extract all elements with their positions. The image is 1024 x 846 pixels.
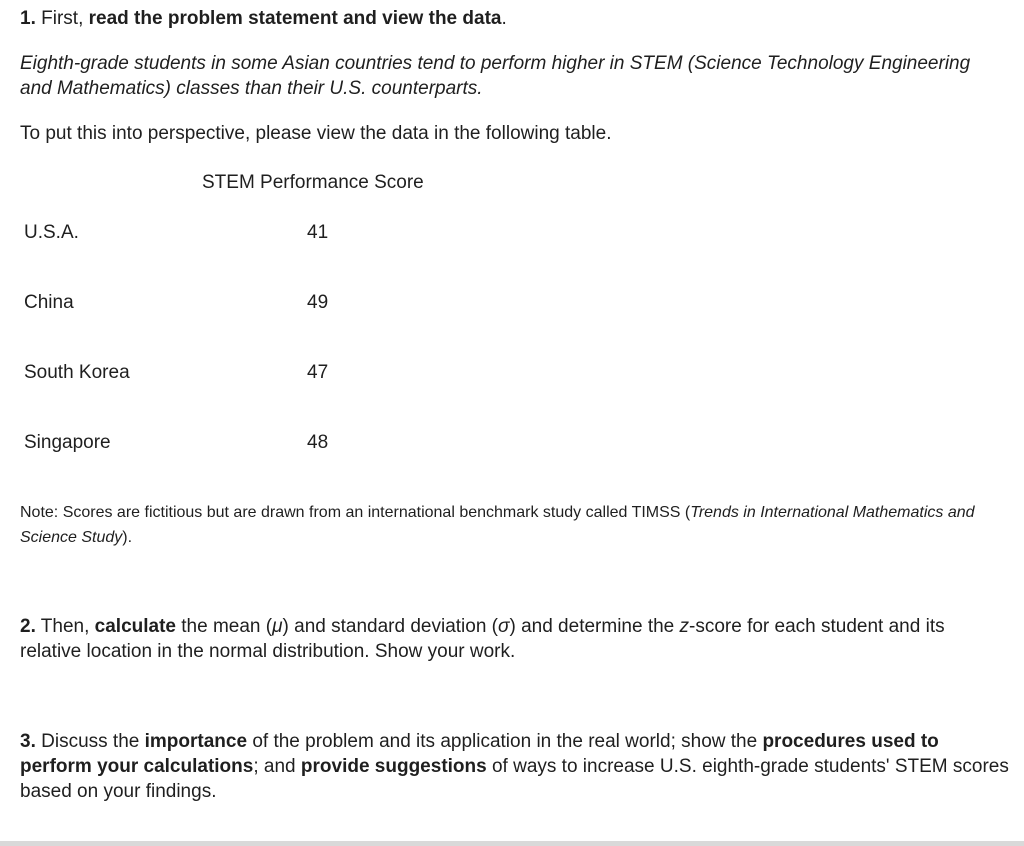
note-italic: Trends in International Mathematics and Science Study	[20, 504, 975, 546]
step-1-number: 1.	[20, 8, 36, 29]
z-symbol: z	[679, 616, 690, 637]
step-2-text: Then,	[35, 616, 95, 637]
step-2-bold-text: calculate	[94, 616, 176, 637]
step-3-text: Discuss the	[35, 731, 145, 752]
country-label: U.S.A.	[24, 222, 79, 243]
step-2-instruction	[20, 614, 1010, 664]
step-1-instruction	[20, 6, 507, 31]
step-3-text: ; and	[253, 756, 301, 777]
score-value: 49	[307, 292, 329, 313]
step-3-bold-text: procedures used to perform your calculations	[20, 731, 939, 777]
score-value: 48	[307, 432, 329, 453]
note-prefix: Note: Scores are fictitious but are drawn from an international benchmark study called TIMSS (	[20, 504, 691, 521]
step-2-text: ) and determine the	[509, 616, 680, 637]
mu-symbol: μ	[272, 616, 283, 637]
country-label: South Korea	[24, 362, 130, 383]
step-3-text: of ways to increase U.S. eighth-grade students' STEM scores based on your findings.	[20, 756, 1009, 802]
step-3-instruction	[20, 729, 1010, 804]
table-header: STEM Performance Score	[202, 172, 424, 193]
step-3-bold-text: provide suggestions	[300, 756, 487, 777]
step-2-text: -score for each student and its relative location in the normal distribution. Show your work.	[20, 616, 945, 662]
note-suffix: ).	[122, 529, 133, 546]
table-row	[0, 290, 1024, 320]
note-paragraph	[20, 500, 980, 550]
score-value: 41	[307, 222, 329, 243]
table-row	[0, 360, 1024, 390]
step-2-text: the mean (	[176, 616, 273, 637]
score-value: 47	[307, 362, 329, 383]
step-1-prefix: First,	[35, 8, 89, 29]
intro-paragraph: Eighth-grade students in some Asian countries tend to perform higher in STEM (Science Technology Engineering and Mathematics) classes than their U.S. counterparts.	[20, 53, 971, 99]
country-label: Singapore	[24, 432, 111, 453]
perspective-paragraph: To put this into perspective, please view the data in the following table.	[20, 123, 612, 144]
sigma-symbol: σ	[498, 616, 510, 637]
table-row	[0, 430, 1024, 460]
step-2-text: ) and standard deviation (	[282, 616, 498, 637]
step-3-number: 3.	[20, 731, 36, 752]
table-row	[0, 220, 1024, 250]
step-1-suffix: .	[501, 8, 507, 29]
step-1-bold-text: read the problem statement and view the data	[88, 8, 502, 29]
step-3-text: of the problem and its application in the real world; show the	[247, 731, 763, 752]
bottom-divider	[0, 841, 1024, 846]
step-2-number: 2.	[20, 616, 36, 637]
country-label: China	[24, 292, 74, 313]
step-3-bold-text: importance	[144, 731, 248, 752]
